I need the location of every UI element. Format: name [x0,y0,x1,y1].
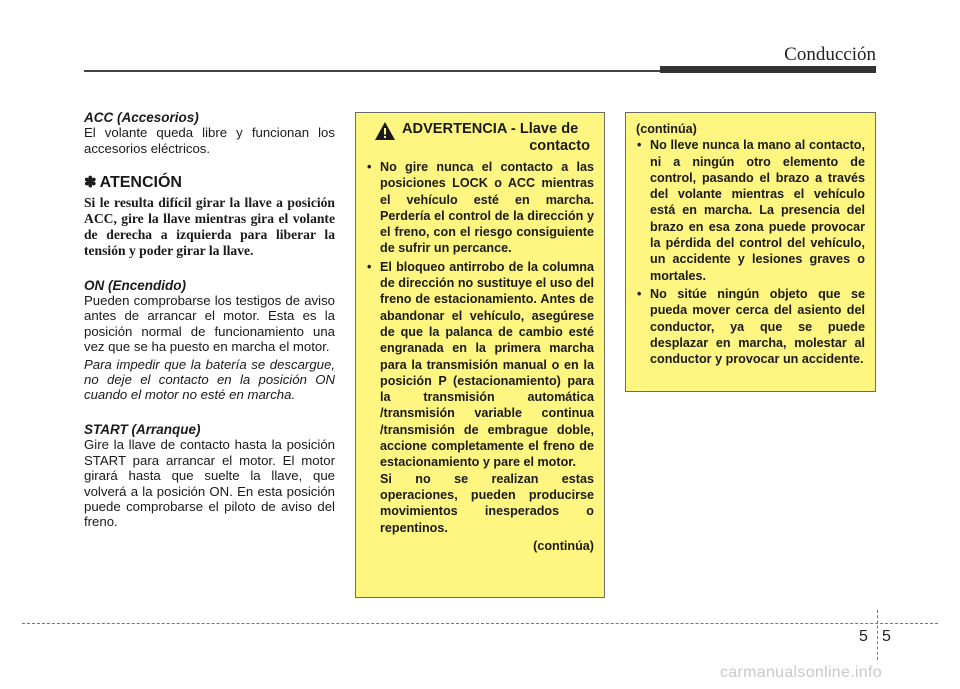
on-note: Para impedir que la batería se descargue, no deje el contacto en la posición ON cuando el motor no esté en marcha. [84,356,335,403]
left-column [84,110,335,530]
start-body: Gire la llave de contacto hasta la posición START para arrancar el motor. El motor girará hasta que suelte la llave, que volverá a la posición ON. En esta posición puede comprobarse el piloto de aviso del freno. [84,437,335,530]
chapter-number: 5 [859,628,868,645]
header-rule-accent [660,66,876,73]
continued-label: (continúa) [636,122,697,136]
acc-title: ACC (Accesorios) [84,110,199,125]
start-title: START (Arranque) [84,421,201,437]
on-title: ON (Encendido) [84,277,186,293]
warning-item: • No gire nunca el contacto a las posiciones LOCK o ACC mientras el vehículo esté en marcha. Perdería el control de la dirección y el freno, con el riesgo consiguiente de sufrir un percance. [366,159,594,257]
continued-item: • No sitúe ningún objeto que se pueda mover cerca del asiento del conductor, ya que se puede desplazar en marcha, molestar al conductor y provocar un accidente. [636,286,865,367]
warning-continues: (continúa) [533,538,594,553]
continued-list [636,137,865,367]
continued-box [625,112,876,392]
warning-triangle-icon [374,121,396,141]
attention-star-icon: ✽ [84,174,97,192]
warning-title-line2: contacto [529,138,590,154]
warning-item: • El bloqueo antirrobo de la columna de dirección no sustituye el uso del freno de estacionamiento. Antes de abandonar el vehículo, asegúrese de que la palanca de cambio esté engranada en la primera marcha para la transmisión manual o en la posición P (estacionamiento) para la transmisión automática /transmisión variable continua /transmisión de embrague doble, accione completamente el freno de estacionamiento y pare el motor. Si no se realizan estas operaciones, pueden producirse movimientos inesperados o repentinos. [366,259,594,536]
header-rule [84,70,660,72]
warning-list [366,159,594,536]
header-title: Conducción [784,44,876,65]
warning-title-line1: ADVERTENCIA - Llave de [402,121,579,137]
page-number: 5 [882,628,891,645]
footer-divider [877,610,878,660]
warning-extra: Si no se realizan estas operaciones, pueden producirse movimientos inesperados o repentinos. [380,471,594,535]
on-body: Pueden comprobarse los testigos de aviso antes de arrancar el motor. Esta es la posición normal de funcionamiento una vez que se ha puesto en marcha el motor. [84,293,335,355]
warning-box [355,112,605,598]
continued-item: • No lleve nunca la mano al contacto, ni a ningún otro elemento de control, pasando el brazo a través del volante mientras el vehículo está en marcha. La presencia del brazo en esa zona puede provocar la pérdida del control del vehículo, un accidente y lesiones graves o mortales. [636,137,865,284]
footer-rule [22,623,938,624]
watermark: carmanualsonline.info [720,664,882,681]
attention-heading [84,175,335,190]
acc-body: El volante queda libre y funcionan los accesorios eléctricos. [84,125,335,156]
warning-heading [366,121,594,155]
attention-title: ATENCIÓN [99,174,182,192]
attention-body: Si le resulta difícil girar la llave a posición ACC, gire la llave mientras gira el volante de derecha a izquierda para liberar la tensión y poder girar la llave. [84,194,335,258]
